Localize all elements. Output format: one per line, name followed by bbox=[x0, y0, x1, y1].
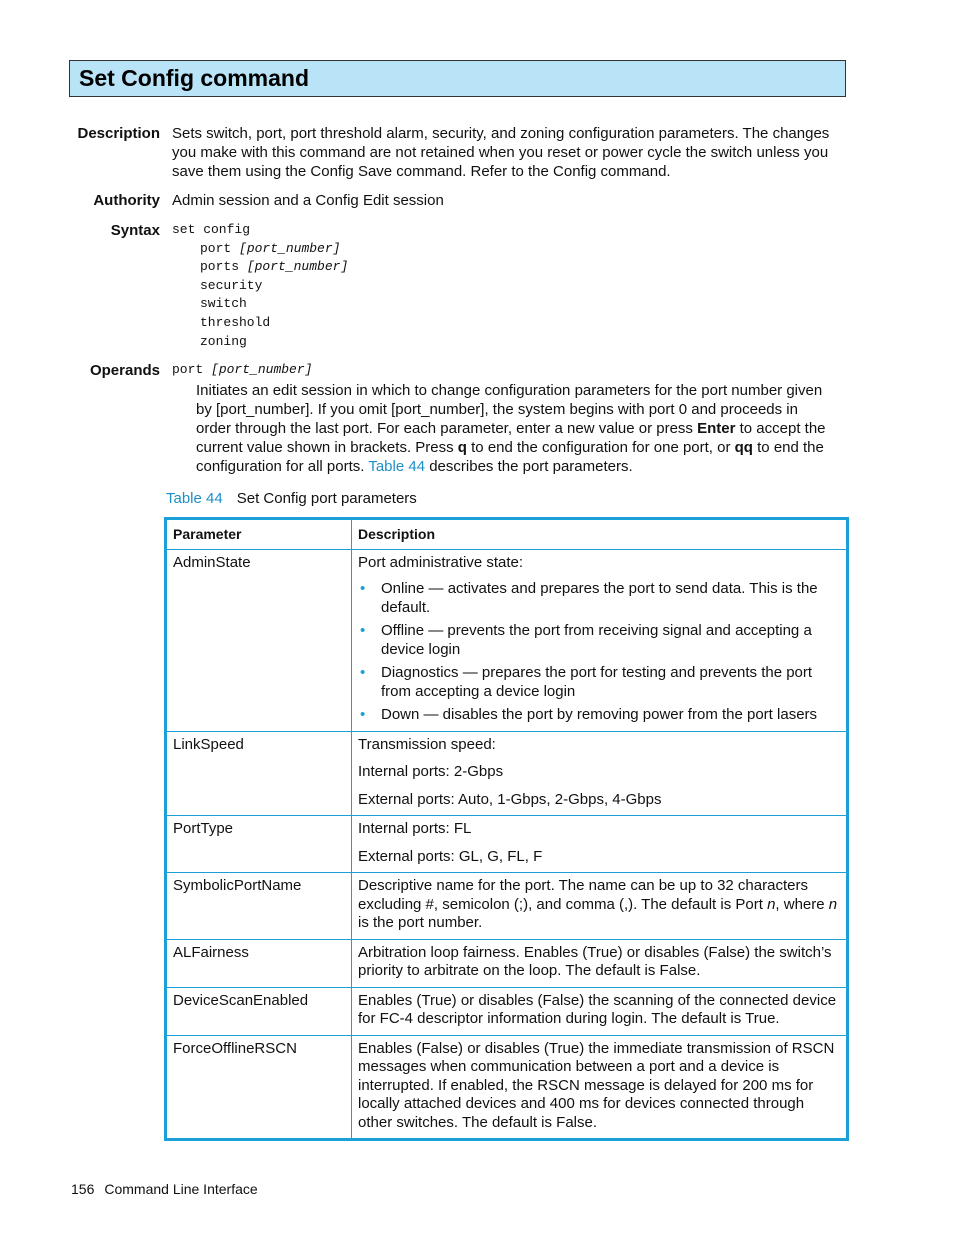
syntax-label: Syntax bbox=[110, 222, 160, 239]
table-caption-text: Set Config port parameters bbox=[236, 490, 417, 507]
table-row bbox=[166, 731, 848, 816]
list-item: • Offline — prevents the port from receiving signal and accepting a device login bbox=[360, 622, 812, 658]
operands-label: Operands bbox=[89, 362, 160, 379]
operand-description: Initiates an edit session in which to change configuration parameters for the port number given by [port_number]. If you omit [port_number], the system begins with port 0 and proceeds in order through the last port. For each parameter, enter a new value or press Enter to accept the current value shown in brackets. Press q to end the configuration for one port, or qq to end the configuration for all ports. Table 44 describes the port parameters. bbox=[196, 382, 826, 475]
param-name: ForceOfflineRSCN bbox=[166, 1035, 352, 1140]
param-name: AdminState bbox=[166, 549, 352, 731]
list-item: • Online — activates and prepares the port to send data. This is the default. bbox=[360, 580, 818, 616]
description-label: Description bbox=[77, 125, 160, 142]
page-footer bbox=[71, 1180, 258, 1198]
table-row bbox=[166, 1035, 848, 1140]
table-44-link[interactable]: Table 44 bbox=[368, 458, 426, 475]
list-item: • Down — disables the port by removing power from the port lasers bbox=[360, 706, 818, 723]
table-row bbox=[166, 987, 848, 1035]
table-caption-number: Table 44 bbox=[166, 490, 223, 507]
syntax-line: zoning bbox=[200, 333, 247, 349]
table-row bbox=[166, 549, 848, 731]
syntax-line: threshold bbox=[200, 314, 271, 330]
syntax-line: port [port_number] bbox=[200, 240, 341, 256]
list-item: • Diagnostics — prepares the port for testing and prevents the port from accepting a device login bbox=[360, 664, 813, 700]
footer-section: Command Line Interface bbox=[104, 1181, 258, 1197]
title-bar bbox=[69, 60, 846, 97]
param-name: PortType bbox=[166, 816, 352, 873]
param-desc: Enables (True) or disables (False) the scanning of the connected device for FC-4 descriptor information during login. The default is True. bbox=[352, 987, 848, 1035]
table-row bbox=[166, 816, 848, 873]
syntax-command: set config bbox=[172, 222, 251, 237]
param-desc: Internal ports: FL External ports: GL, G, FL, F bbox=[352, 816, 848, 873]
syntax-block bbox=[172, 221, 836, 351]
param-desc: Transmission speed: Internal ports: 2-Gbps External ports: Auto, 1-Gbps, 2-Gbps, 4-Gbps bbox=[352, 731, 848, 816]
header-description: Description bbox=[352, 519, 848, 550]
param-name: DeviceScanEnabled bbox=[166, 987, 352, 1035]
table-row bbox=[166, 939, 848, 987]
port-parameters-table bbox=[164, 517, 849, 1141]
syntax-line: switch bbox=[200, 296, 247, 312]
page-number: 156 bbox=[71, 1181, 95, 1197]
param-name: SymbolicPortName bbox=[166, 873, 352, 940]
param-desc: Port administrative state: • Online — activates and prepares the port to send data. This is the default. • Offline — prevents the port from receiving signal and accepting a device login • Diagnostics — prepares the port for testing and prevents the port from accepting a device login • Down — disables the port by removing power from the port lasers bbox=[352, 549, 848, 731]
page-title: Set Config command bbox=[79, 65, 310, 91]
header-parameter: Parameter bbox=[166, 519, 352, 550]
param-desc: Enables (False) or disables (True) the immediate transmission of RSCN messages when communication between a port and a device is interrupted. If enabled, the RSCN message is delayed for 200 ms for locally attached devices and 400 ms for devices connected through other switches. The default is False. bbox=[352, 1035, 848, 1140]
table-row bbox=[166, 873, 848, 940]
param-name: ALFairness bbox=[166, 939, 352, 987]
param-desc: Arbitration loop fairness. Enables (True) or disables (False) the switch’s priority to arbitrate on the loop. The default is False. bbox=[352, 939, 848, 987]
operand-syntax: port [port_number] bbox=[172, 362, 313, 377]
table-header-row bbox=[166, 519, 848, 550]
syntax-line: security bbox=[200, 277, 263, 293]
table-caption bbox=[166, 489, 417, 508]
param-desc: Descriptive name for the port. The name can be up to 32 characters excluding #, semicolon (;), and comma (,). The default is Port n, where n is the port number. bbox=[352, 873, 848, 940]
authority-label: Authority bbox=[93, 192, 160, 209]
param-name: LinkSpeed bbox=[166, 731, 352, 816]
syntax-line: ports [port_number] bbox=[200, 259, 349, 275]
description-text: Sets switch, port, port threshold alarm, security, and zoning configuration parameters. The changes you make with this command are not retained when you reset or power cycle the switch unless you save them using the Config Save command. Refer to the Config command. bbox=[172, 125, 830, 180]
authority-text: Admin session and a Config Edit session bbox=[172, 192, 444, 209]
